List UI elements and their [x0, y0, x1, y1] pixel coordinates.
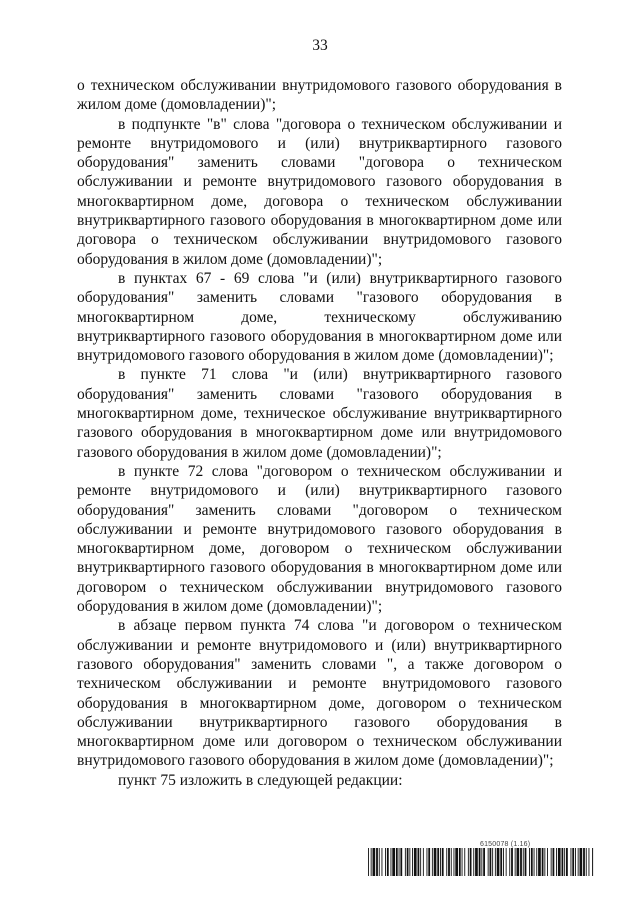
paragraph-point-72: в пункте 72 слова "договором о техническом обслуживании и ремонте внутридомового и (или) внутриквартирного газового оборудования" заменить словами "договором о техническом обслуживании и ремонте внутридомового газового оборудования в многоквартирном доме, договором о техническом обслуживании внутриквартирного газового оборудования в многоквартирном доме или договором о техническом обслуживании внутридомового газового оборудования в жилом доме (домовладении)"; [77, 462, 562, 616]
document-body [77, 76, 562, 790]
paragraph-point-74: в абзаце первом пункта 74 слова "и договором о техническом обслуживании и ремонте внутридомового и (или) внутриквартирного газового оборудования" заменить словами ", а также договором о техническом обслуживании и ремонте внутридомового газового оборудования в многоквартирном доме, договором о техническом обслуживании внутриквартирного газового оборудования в многоквартирном доме или договором о техническом обслуживании внутридомового газового оборудования в жилом доме (домовладении)"; [77, 617, 562, 770]
barcode-icon [368, 848, 594, 876]
paragraph-point-75: пункт 75 изложить в следующей редакции: [118, 771, 403, 789]
paragraph-subpoint-v: в подпункте "в" слова "договора о техническом обслуживании и ремонте внутридомового и (или) внутриквартирного газового оборудования" заменить словами "договора о техническом обслуживании и ремонте внутридомового газового оборудования в многоквартирном доме, договора о техническом обслуживании внутриквартирного газового оборудования в многоквартирном доме или договора о техническом обслуживании внутридомового газового оборудования в жилом доме (домовладении)"; [77, 115, 562, 268]
paragraph-continuation: о техническом обслуживании внутридомового газового оборудования в жилом доме (домовладении)"; [77, 77, 562, 114]
document-code: 6150078 (1.16) [480, 841, 531, 848]
page-number: 33 [312, 37, 328, 54]
paragraph-points-67-69: в пунктах 67 - 69 слова "и (или) внутриквартирного газового оборудования" заменить словами "газового оборудования в многоквартирном доме, техническому обслуживанию внутриквартирного газового оборудования в многоквартирном доме или внутридомового газового оборудования в жилом доме (домовладении)"; [77, 269, 562, 365]
paragraph-point-71: в пункте 71 слова "и (или) внутриквартирного газового оборудования" заменить словами "газового оборудования в многоквартирном доме, техническое обслуживание внутриквартирного газового оборудования в многоквартирном доме или внутридомового газового оборудования в жилом доме (домовладении)"; [77, 366, 562, 461]
